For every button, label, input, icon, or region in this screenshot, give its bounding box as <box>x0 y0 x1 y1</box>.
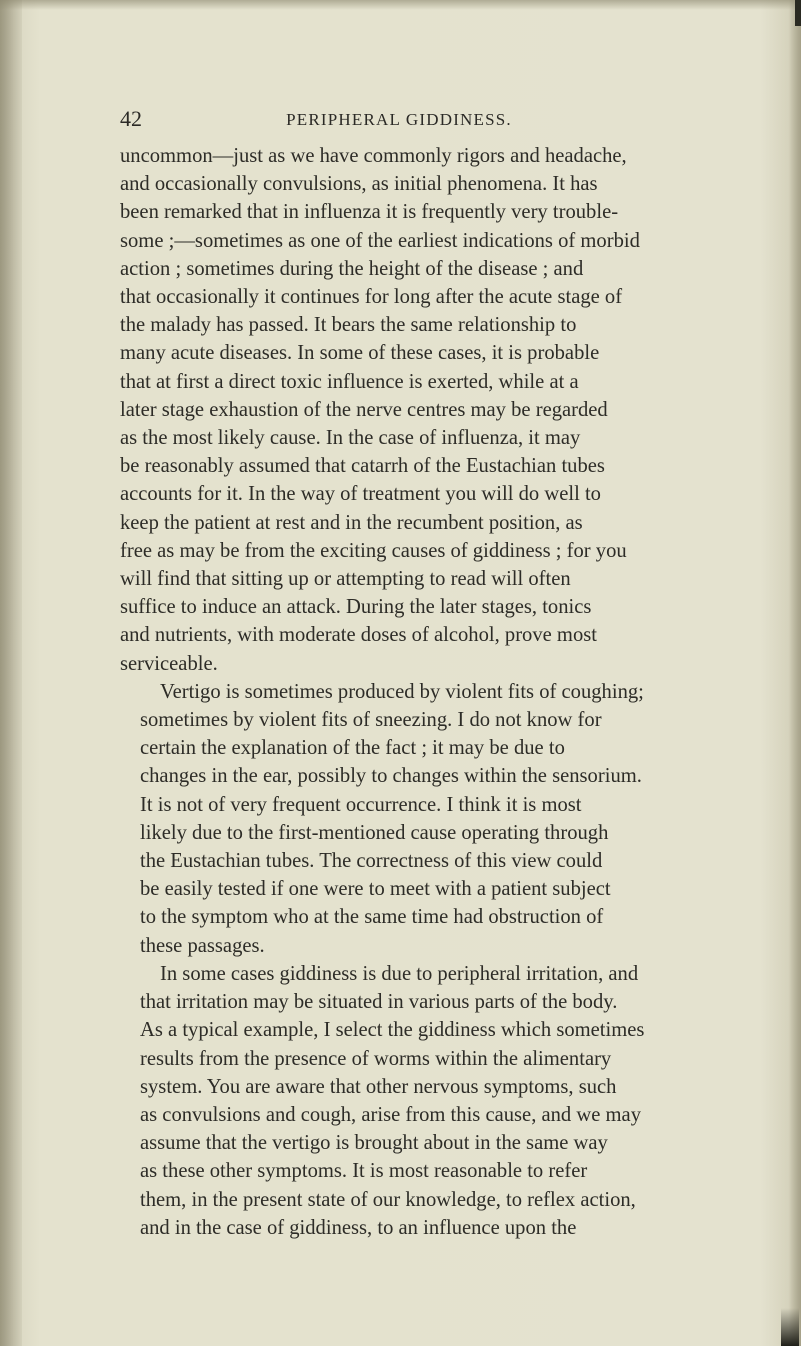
text-line: and nutrients, with moderate doses of alcohol, prove most <box>120 624 597 647</box>
text-line: Vertigo is sometimes produced by violent fits of coughing; <box>160 680 644 703</box>
text-line: many acute diseases. In some of these cases, it is probable <box>120 342 600 365</box>
text-line: certain the explanation of the fact ; it may be due to <box>140 737 565 760</box>
text-line: later stage exhaustion of the nerve centres may be regarded <box>120 398 608 421</box>
text-line: suffice to induce an attack. During the later stages, tonics <box>120 596 592 619</box>
right-page-edge <box>789 0 801 1346</box>
text-line: changes in the ear, possibly to changes within the sensorium. <box>140 765 642 788</box>
text-line: that occasionally it continues for long after the acute stage of <box>120 286 623 309</box>
page-number: 42 <box>120 106 142 131</box>
page-header <box>120 106 678 134</box>
text-line: the malady has passed. It bears the same relationship to <box>120 314 577 337</box>
text-line: It is not of very frequent occurrence. I think it is most <box>140 793 582 816</box>
page-edge-mark <box>795 0 801 26</box>
text-line: some ;—sometimes as one of the earliest indications of morbid <box>120 229 640 252</box>
text-line: will find that sitting up or attempting to read will often <box>120 568 571 591</box>
text-line: system. You are aware that other nervous symptoms, such <box>140 1075 617 1098</box>
text-line: assume that the vertigo is brought about in the same way <box>140 1132 608 1155</box>
text-line: accounts for it. In the way of treatment you will do well to <box>120 483 601 506</box>
text-line: likely due to the first-mentioned cause operating through <box>140 821 609 844</box>
text-line: as the most likely cause. In the case of influenza, it may <box>120 427 581 450</box>
paragraph <box>120 142 678 678</box>
text-line: As a typical example, I select the giddiness which sometimes <box>140 1019 645 1042</box>
text-line: as convulsions and cough, arise from this cause, and we may <box>140 1103 641 1126</box>
text-line: these passages. <box>140 934 265 957</box>
text-line: be reasonably assumed that catarrh of the Eustachian tubes <box>120 455 605 478</box>
text-line: be easily tested if one were to meet with a patient subject <box>140 878 611 901</box>
text-line: sometimes by violent fits of sneezing. I do not know for <box>140 709 602 732</box>
text-line: been remarked that in influenza it is frequently very trouble- <box>120 201 619 224</box>
text-line: free as may be from the exciting causes of giddiness ; for you <box>120 539 627 562</box>
running-head: PERIPHERAL GIDDINESS. <box>286 110 512 129</box>
text-line: uncommon—just as we have commonly rigors and headache, <box>120 145 627 167</box>
text-line: that at first a direct toxic influence is exerted, while at a <box>120 370 579 393</box>
text-line: In some cases giddiness is due to peripheral irritation, and <box>160 962 639 985</box>
text-line: to the symptom who at the same time had obstruction of <box>140 906 604 929</box>
text-line: the Eustachian tubes. The correctness of this view could <box>140 850 603 873</box>
top-page-edge <box>0 0 801 10</box>
text-line: as these other symptoms. It is most reasonable to refer <box>140 1160 588 1183</box>
text-line: and occasionally convulsions, as initial phenomena. It has <box>120 173 598 196</box>
text-line: that irritation may be situated in various parts of the body. <box>140 991 618 1014</box>
paragraph <box>120 678 678 960</box>
text-line: action ; sometimes during the height of the disease ; and <box>120 257 584 280</box>
text-line: keep the patient at rest and in the recumbent position, as <box>120 511 583 534</box>
text-line: and in the case of giddiness, to an influence upon the <box>140 1216 577 1239</box>
text-line: results from the presence of worms within the alimentary <box>140 1047 612 1070</box>
page-corner-shadow <box>781 1308 799 1346</box>
body-text <box>120 142 678 1242</box>
paragraph <box>120 960 678 1242</box>
text-line: serviceable. <box>120 652 218 675</box>
binding-shadow <box>0 0 22 1346</box>
text-line: them, in the present state of our knowledge, to reflex action, <box>140 1188 636 1211</box>
